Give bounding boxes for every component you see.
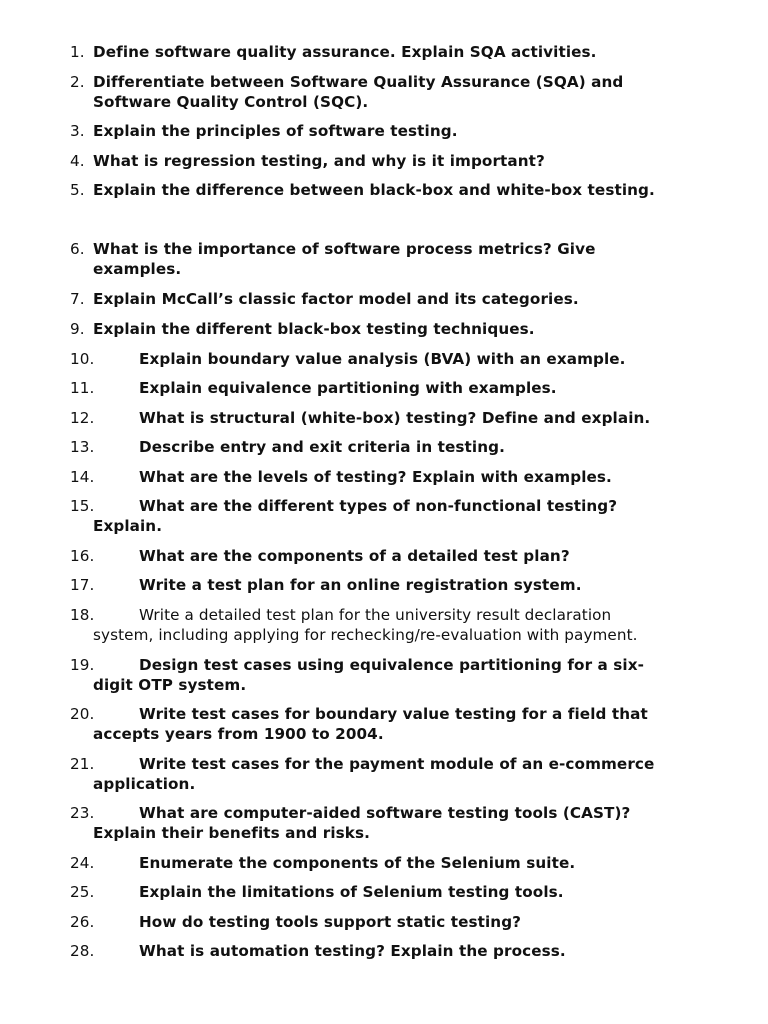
question-text: Differentiate between Software Quality Assurance (SQA) and <box>93 73 624 91</box>
question-text: What are computer-aided software testing tools (CAST)? <box>139 804 631 822</box>
question-text: Design test cases using equivalence partitioning for a six- <box>139 656 645 674</box>
question-text: Enumerate the components of the Selenium suite. <box>139 854 576 872</box>
question-item <box>70 704 720 744</box>
question-text-continued: Software Quality Control (SQC). <box>93 93 369 111</box>
question-number: 4. <box>70 152 85 170</box>
question-number: 16. <box>70 547 95 565</box>
question-text: Write test cases for boundary value testing for a field that <box>139 705 648 723</box>
question-item <box>70 941 720 961</box>
question-text: Explain the limitations of Selenium testing tools. <box>139 883 564 901</box>
question-number: 5. <box>70 181 85 199</box>
question-text: Explain the different black-box testing techniques. <box>93 320 535 338</box>
question-number: 21. <box>70 755 95 773</box>
question-text: Describe entry and exit criteria in testing. <box>139 438 505 456</box>
question-text-continued: Explain their benefits and risks. <box>93 824 371 842</box>
question-text: Write a test plan for an online registration system. <box>139 576 582 594</box>
question-number: 13. <box>70 438 95 456</box>
question-number: 7. <box>70 290 85 308</box>
question-item <box>70 289 720 309</box>
question-text-continued: system, including applying for rechecking/re-evaluation with payment. <box>93 626 638 644</box>
question-text: Explain the difference between black-box and white-box testing. <box>93 181 655 199</box>
question-text: Write a detailed test plan for the university result declaration <box>139 606 612 624</box>
question-item <box>70 912 720 932</box>
question-number: 15. <box>70 497 95 515</box>
question-number: 14. <box>70 468 95 486</box>
question-text: What is structural (white-box) testing? Define and explain. <box>139 409 651 427</box>
question-number: 17. <box>70 576 95 594</box>
question-number: 20. <box>70 705 95 723</box>
question-item <box>70 239 720 279</box>
question-number: 3. <box>70 122 85 140</box>
question-item <box>70 378 720 398</box>
question-number: 24. <box>70 854 95 872</box>
question-text: Explain boundary value analysis (BVA) with an example. <box>139 350 626 368</box>
question-item <box>70 754 720 794</box>
question-item <box>70 349 720 369</box>
question-text-continued: examples. <box>93 260 182 278</box>
question-number: 18. <box>70 606 95 624</box>
question-number: 6. <box>70 240 85 258</box>
question-text: How do testing tools support static testing? <box>139 913 522 931</box>
question-text-continued: digit OTP system. <box>93 676 247 694</box>
question-text: Explain equivalence partitioning with examples. <box>139 379 557 397</box>
question-item <box>70 180 720 200</box>
question-item <box>70 496 720 536</box>
question-item <box>70 882 720 902</box>
question-item <box>70 151 720 171</box>
question-item <box>70 853 720 873</box>
question-item <box>70 546 720 566</box>
question-number: 23. <box>70 804 95 822</box>
question-number: 12. <box>70 409 95 427</box>
question-item <box>70 655 720 695</box>
question-number: 28. <box>70 942 95 960</box>
question-text: What are the different types of non-functional testing? <box>139 497 618 515</box>
question-number: 10. <box>70 350 95 368</box>
question-number: 25. <box>70 883 95 901</box>
question-text: Write test cases for the payment module of an e-commerce <box>139 755 655 773</box>
question-text-continued: accepts years from 1900 to 2004. <box>93 725 384 743</box>
question-text: What is the importance of software process metrics? Give <box>93 240 596 258</box>
question-item <box>70 575 720 595</box>
question-number: 9. <box>70 320 85 338</box>
question-item <box>70 408 720 428</box>
question-number: 2. <box>70 73 85 91</box>
question-text-continued: Explain. <box>93 517 163 535</box>
question-number: 26. <box>70 913 95 931</box>
question-number: 1. <box>70 43 85 61</box>
question-item <box>70 467 720 487</box>
question-text: What are the components of a detailed test plan? <box>139 547 570 565</box>
question-text-continued: application. <box>93 775 196 793</box>
question-text: Define software quality assurance. Explain SQA activities. <box>93 43 597 61</box>
question-text: What is regression testing, and why is it important? <box>93 152 545 170</box>
question-text: What are the levels of testing? Explain with examples. <box>139 468 612 486</box>
question-text: Explain McCall’s classic factor model and its categories. <box>93 290 579 308</box>
question-number: 19. <box>70 656 95 674</box>
question-item <box>70 803 720 843</box>
question-text: Explain the principles of software testing. <box>93 122 458 140</box>
question-item <box>70 605 720 645</box>
question-text: What is automation testing? Explain the process. <box>139 942 566 960</box>
question-item <box>70 72 720 112</box>
question-item <box>70 121 720 141</box>
question-number: 11. <box>70 379 95 397</box>
question-item <box>70 437 720 457</box>
question-item <box>70 319 720 339</box>
question-item <box>70 42 720 62</box>
